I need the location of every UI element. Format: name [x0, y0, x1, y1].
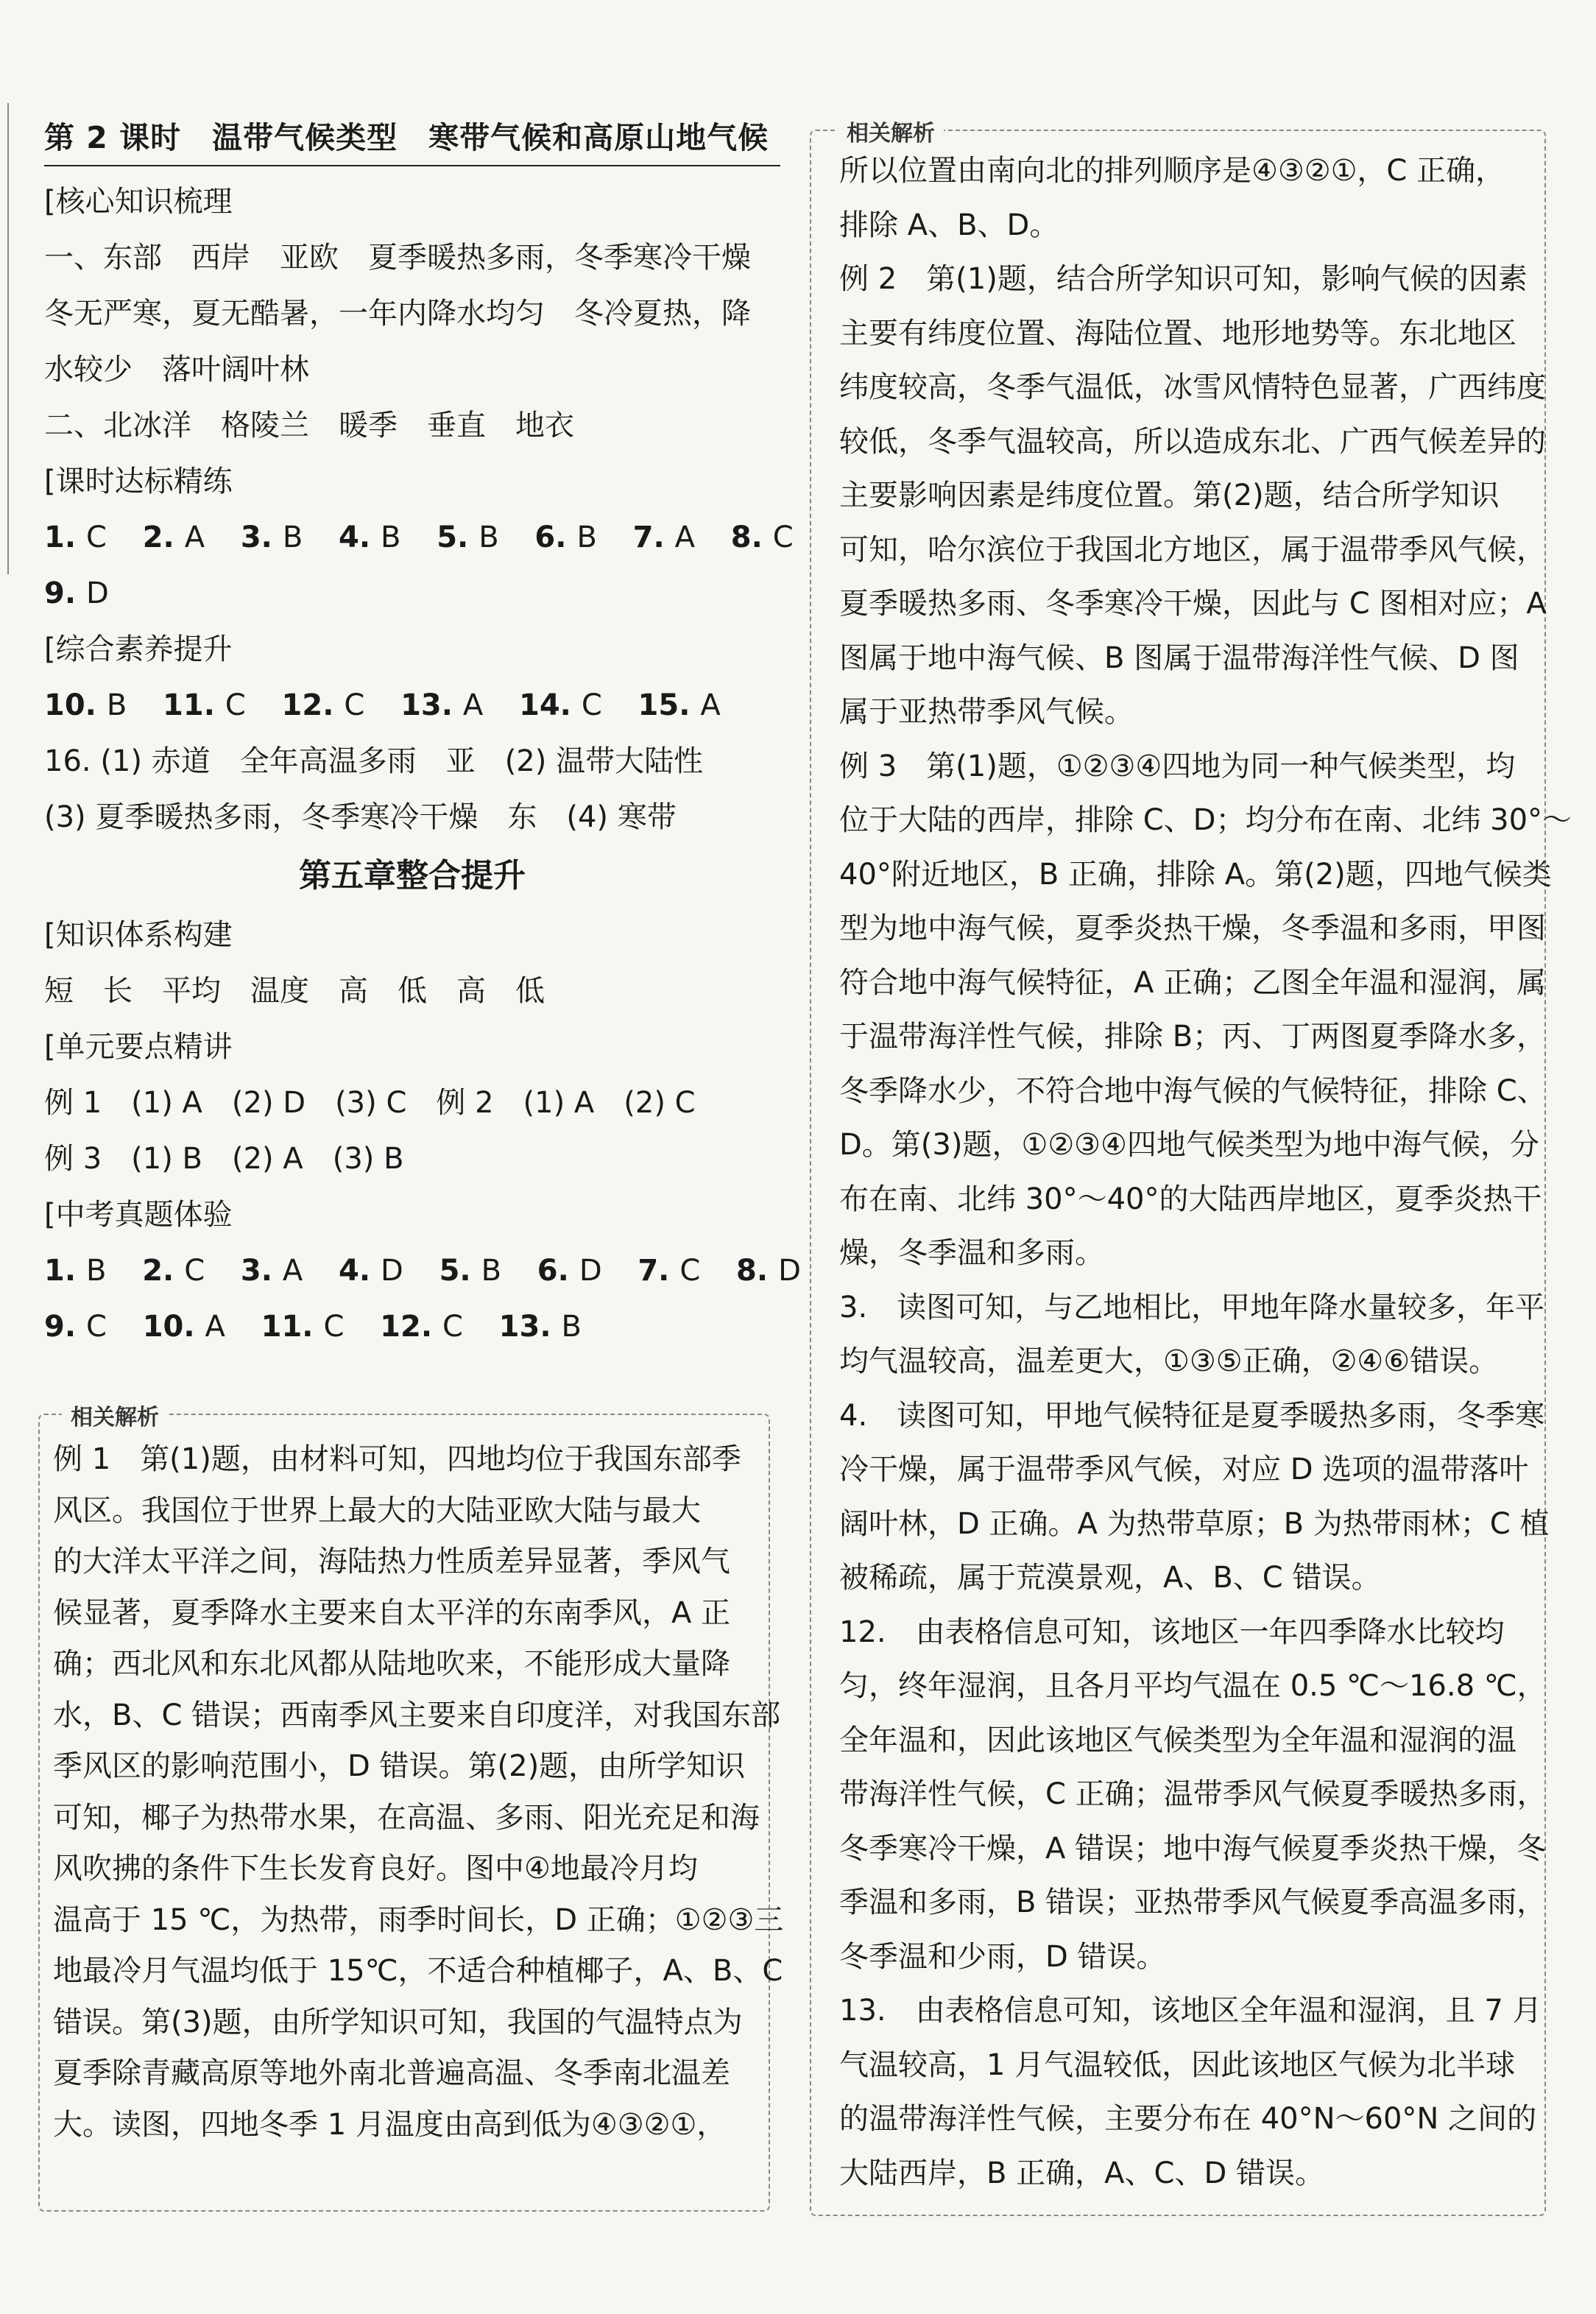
answer-item: 10. A — [142, 1310, 225, 1344]
answer-item: 2. A — [142, 521, 205, 554]
analysis-line: 全年温和，因此该地区气候类型为全年温和湿润的温 — [839, 1723, 1516, 1757]
analysis-line: 于温带海洋性气候，排除 B；丙、丁两图夏季降水多， — [839, 1020, 1547, 1054]
analysis-line: D。第(3)题，①②③④四地气候类型为地中海气候，分 — [839, 1128, 1539, 1162]
answer-item: 5. B — [439, 1254, 502, 1288]
analysis-line: 位于大陆的西岸，排除 C、D；均分布在南、北纬 30°～ — [839, 803, 1572, 837]
analysis-line: 纬度较高，冬季气温低，冰雪风情特色显著，广西纬度 — [839, 370, 1546, 404]
analysis-line: 冬季温和少雨，D 错误。 — [839, 1939, 1166, 1974]
analysis-line: 主要有纬度位置、海陆位置、地形地势等。东北地区 — [839, 316, 1516, 350]
analysis-line: 40°附近地区，B 正确，排除 A。第(2)题，四地气候类 — [839, 857, 1552, 892]
right-analysis-title: 相关解析 — [838, 115, 944, 147]
analysis-line: 例 2 第(1)题，结合所学知识可知，影响气候的因素 — [839, 262, 1528, 296]
section-comprehensive: [综合素养提升 — [44, 632, 233, 666]
page-edge-mark — [7, 103, 9, 574]
analysis-line: 冬季降水少，不符合地中海气候的气候特征，排除 C、 — [839, 1073, 1547, 1108]
analysis-line: 例 3 第(1)题，①②③④四地为同一种气候类型，均 — [839, 749, 1516, 783]
answer-item: 1. B — [44, 1254, 107, 1288]
analysis-line: 冷干燥，属于温带季风气候，对应 D 选项的温带落叶 — [839, 1453, 1529, 1486]
analysis-line: 的大洋太平洋之间，海陆热力性质差异显著，季风气 — [53, 1545, 730, 1578]
left-analysis-text — [53, 1434, 784, 2151]
analysis-line: 12. 由表格信息可知，该地区一年四季降水比较均 — [839, 1615, 1505, 1649]
analysis-line: 图属于地中海气候、B 图属于温带海洋性气候、D 图 — [839, 641, 1519, 675]
answer-item: 4. D — [339, 1254, 403, 1288]
analysis-line: 气温较高，1 月气温较低，因此该地区气候为北半球 — [839, 2047, 1516, 2082]
analysis-line: 较低，冬季气温较高，所以造成东北、广西气候差异的 — [839, 424, 1546, 459]
analysis-line: 确；西北风和东北风都从陆地吹来，不能形成大量降 — [53, 1647, 730, 1681]
section-knowledge-system: [知识体系构建 — [44, 918, 233, 952]
answer-line: 例 3 (1) B (2) A (3) B — [44, 1142, 404, 1176]
analysis-line: 可知，椰子为热带水果，在高温、多雨、阳光充足和海 — [53, 1800, 760, 1835]
answer-item: 11. C — [261, 1310, 345, 1344]
knowledge-line: 水较少 落叶阔叶林 — [44, 353, 309, 387]
analysis-line: 例 1 第(1)题，由材料可知，四地均位于我国东部季 — [53, 1442, 741, 1476]
answer-row — [44, 509, 794, 565]
analysis-line: 4. 读图可知，甲地气候特征是夏季暖热多雨，冬季寒 — [839, 1398, 1545, 1433]
answer-row — [44, 677, 780, 733]
answer-item: 8. C — [730, 521, 794, 554]
analysis-line: 符合地中海气候特征，A 正确；乙图全年温和湿润，属 — [839, 965, 1547, 1000]
answer-item: 5. B — [437, 521, 499, 554]
analysis-line: 季风区的影响范围小，D 错误。第(2)题，由所学知识 — [53, 1749, 746, 1783]
analysis-line: 13. 由表格信息可知，该地区全年温和湿润，且 7 月 — [839, 1994, 1542, 2028]
answer-item: 11. C — [163, 688, 246, 722]
analysis-line: 地最冷月气温均低于 15℃，不适合种植椰子，A、B、C — [53, 1954, 783, 1988]
answer-item: 1. C — [44, 521, 107, 554]
answer-item: 6. B — [534, 521, 597, 554]
section-exam-practice: [中考真题体验 — [44, 1198, 233, 1232]
knowledge-line: 二、北冰洋 格陵兰 暖季 垂直 地衣 — [44, 409, 574, 442]
section-unit-points: [单元要点精讲 — [44, 1030, 233, 1064]
analysis-line: 排除 A、B、D。 — [839, 208, 1059, 242]
analysis-line: 大陆西岸，B 正确，A、C、D 错误。 — [839, 2156, 1324, 2190]
analysis-line: 属于亚热带季风气候。 — [839, 695, 1134, 729]
analysis-line: 错误。第(3)题，由所学知识可知，我国的气温特点为 — [53, 2005, 743, 2039]
analysis-line: 布在南、北纬 30°～40°的大陆西岸地区，夏季炎热干 — [839, 1182, 1542, 1216]
answer-item: 12. C — [380, 1310, 463, 1344]
answer-line: 短 长 平均 温度 高 低 高 低 — [44, 974, 545, 1008]
answer-item: 15. A — [638, 688, 721, 722]
right-analysis-text — [839, 144, 1572, 2201]
answer-item: 9. C — [44, 1310, 107, 1344]
answer-item: 14. C — [519, 688, 602, 722]
answer-item: 13. B — [498, 1310, 582, 1344]
analysis-line: 带海洋性气候，C 正确；温带季风气候夏季暖热多雨， — [839, 1777, 1547, 1811]
section-lesson-drill: [课时达标精练 — [44, 465, 233, 498]
answer-row — [44, 1243, 801, 1299]
analysis-line: 阔叶林，D 正确。A 为热带草原；B 为热带雨林；C 植 — [839, 1506, 1550, 1541]
answer-line: 16. (1) 赤道 全年高温多雨 亚 (2) 温带大陆性 — [44, 744, 704, 778]
lesson-title: 第 2 课时 温带气候类型 寒带气候和高原山地气候 — [44, 110, 780, 166]
answer-line: 例 1 (1) A (2) D (3) C 例 2 (1) A (2) C — [44, 1086, 696, 1120]
analysis-line: 匀，终年湿润，且各月平均气温在 0.5 ℃～16.8 ℃， — [839, 1669, 1547, 1703]
answer-item: 2. C — [142, 1254, 205, 1288]
chapter-title: 第五章整合提升 — [299, 857, 526, 895]
answer-item: 8. D — [736, 1254, 801, 1288]
analysis-line: 型为地中海气候，夏季炎热干燥，冬季温和多雨，甲图 — [839, 911, 1546, 945]
analysis-line: 被稀疏，属于荒漠景观，A、B、C 错误。 — [839, 1561, 1381, 1595]
analysis-line: 燥，冬季温和多雨。 — [839, 1236, 1104, 1270]
answer-line: (3) 夏季暖热多雨，冬季寒冷干燥 东 (4) 寒带 — [44, 800, 677, 834]
analysis-line: 3. 读图可知，与乙地相比，甲地年降水量较多，年平 — [839, 1290, 1545, 1324]
answer-item: 3. A — [240, 1254, 303, 1288]
knowledge-line: 冬无严寒，夏无酷暑，一年内降水均匀 冬冷夏热，降 — [44, 297, 751, 331]
answer-item: 4. B — [339, 521, 401, 554]
analysis-line: 夏季暖热多雨、冬季寒冷干燥，因此与 C 图相对应；A — [839, 587, 1547, 621]
answer-item: 7. A — [632, 521, 696, 554]
left-column — [44, 110, 801, 1355]
analysis-line: 可知，哈尔滨位于我国北方地区，属于温带季风气候， — [839, 532, 1546, 567]
analysis-line: 风区。我国位于世界上最大的大陆亚欧大陆与最大 — [53, 1493, 701, 1528]
answer-item: 6. D — [537, 1254, 602, 1288]
answer-item: 12. C — [281, 688, 365, 722]
knowledge-line: 一、东部 西岸 亚欧 夏季暖热多雨，冬季寒冷干燥 — [44, 241, 751, 275]
analysis-line: 水，B、C 错误；西南季风主要来自印度洋，对我国东部 — [53, 1698, 781, 1732]
answer-item: 7. C — [638, 1254, 701, 1288]
section-core-knowledge: [核心知识梳理 — [44, 185, 233, 219]
analysis-line: 的温带海洋性气候，主要分布在 40°N～60°N 之间的 — [839, 2102, 1537, 2136]
answer-row — [44, 565, 780, 621]
answer-item: 13. A — [400, 688, 484, 722]
analysis-line: 夏季除青藏高原等地外南北普遍高温、冬季南北温差 — [53, 2056, 730, 2090]
answer-row — [44, 1299, 780, 1355]
analysis-line: 均气温较高，温差更大，①③⑤正确，②④⑥错误。 — [839, 1344, 1499, 1378]
analysis-line: 温高于 15 ℃，为热带，雨季时间长，D 正确；①②③三 — [53, 1902, 784, 1937]
analysis-line: 候显著，夏季降水主要来自太平洋的东南季风，A 正 — [53, 1595, 731, 1630]
analysis-line: 冬季寒冷干燥，A 错误；地中海气候夏季炎热干燥，冬 — [839, 1831, 1547, 1866]
left-analysis-title: 相关解析 — [62, 1399, 168, 1431]
answer-item: 10. B — [44, 688, 127, 722]
analysis-line: 大。读图，四地冬季 1 月温度由高到低为④③②①， — [53, 2107, 727, 2142]
analysis-line: 风吹拂的条件下生长发育良好。图中④地最冷月均 — [53, 1852, 698, 1886]
analysis-line: 所以位置由南向北的排列顺序是④③②①，C 正确， — [839, 154, 1505, 188]
analysis-line: 季温和多雨，B 错误；亚热带季风气候夏季高温多雨， — [839, 1886, 1547, 1919]
answer-item: 9. D — [44, 576, 109, 610]
analysis-line: 主要影响因素是纬度位置。第(2)题，结合所学知识 — [839, 479, 1500, 512]
answer-item: 3. B — [240, 521, 303, 554]
